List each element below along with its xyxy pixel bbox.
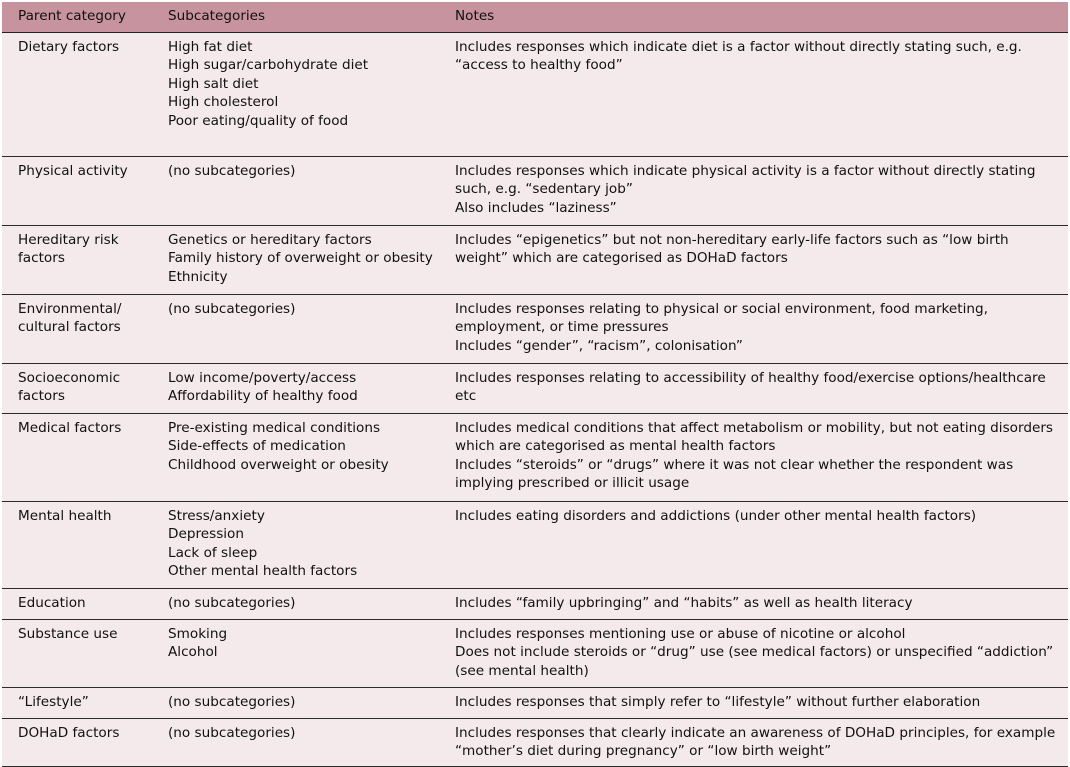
category-line: Physical activity [18, 162, 128, 179]
note-paragraph: Includes medical conditions that affect metabolism or mobility, but not eating disorders which are categorised as mental health factors [455, 419, 1053, 455]
categories-table [2, 2, 1068, 767]
category-line: Education [18, 594, 86, 611]
table-row [2, 294, 1068, 363]
header-notes: Notes [439, 2, 1068, 32]
cell-parent-category [2, 687, 152, 718]
note-paragraph: Includes “family upbringing” and “habits” as well as health literacy [455, 594, 913, 611]
category-line: DOHaD factors [18, 724, 120, 741]
table-row [2, 718, 1068, 766]
cell-notes [439, 32, 1068, 156]
table-row [2, 32, 1068, 156]
table-row [2, 225, 1068, 294]
subcategory-item: Stress/anxiety [168, 507, 265, 524]
cell-subcategories [152, 718, 439, 766]
note-paragraph: Also includes “laziness” [455, 199, 617, 216]
table-body [2, 32, 1068, 766]
cell-notes [439, 687, 1068, 718]
note-paragraph: Includes responses which indicate physical activity is a factor without directly stating such, e.g. “sedentary job” [455, 162, 1036, 198]
cell-subcategories [152, 225, 439, 294]
note-paragraph: Does not include steroids or “drug” use (see medical factors) or unspecified “addiction” (see mental health) [455, 644, 1054, 679]
cell-parent-category [2, 501, 152, 588]
category-line: Dietary factors [18, 38, 120, 55]
note-paragraph: Includes “gender”, “racism”, colonisation” [455, 337, 743, 354]
header-subcategories: Subcategories [152, 2, 439, 32]
subcategory-item: Pre-existing medical conditions [168, 419, 381, 436]
subcategory-item: Depression [168, 526, 244, 543]
subcategory-item: Poor eating/quality of food [168, 112, 349, 129]
category-line: Substance use [18, 625, 118, 642]
category-line: factors [18, 388, 65, 405]
cell-parent-category [2, 32, 152, 156]
table-row [2, 619, 1068, 687]
subcategory-item: Low income/poverty/access [168, 369, 357, 386]
cell-subcategories [152, 619, 439, 687]
header-parent-category: Parent category [2, 2, 152, 32]
subcategory-item: (no subcategories) [168, 162, 296, 179]
subcategory-item: Side-effects of medication [168, 438, 346, 455]
subcategory-item: Ethnicity [168, 268, 228, 285]
category-line: factors [18, 250, 65, 267]
note-paragraph: Includes responses relating to physical or social environment, food marketing, employment, or time pressures [455, 300, 988, 336]
category-line: Mental health [18, 507, 112, 524]
subcategory-item: High cholesterol [168, 94, 279, 111]
cell-notes [439, 718, 1068, 766]
subcategory-item: (no subcategories) [168, 594, 296, 611]
subcategory-item: (no subcategories) [168, 693, 296, 710]
category-line: Socioeconomic [18, 369, 121, 386]
subcategory-item: Other mental health factors [168, 563, 358, 580]
subcategory-item: High salt diet [168, 75, 259, 92]
subcategory-item: Childhood overweight or obesity [168, 456, 389, 473]
table-row [2, 156, 1068, 225]
note-paragraph: Includes responses relating to accessibility of healthy food/exercise options/healthcare etc [455, 369, 1046, 405]
subcategory-item: Family history of overweight or obesity [168, 250, 433, 267]
category-line: Medical factors [18, 419, 122, 436]
cell-parent-category [2, 363, 152, 413]
cell-parent-category [2, 413, 152, 501]
cell-parent-category [2, 619, 152, 687]
cell-subcategories [152, 413, 439, 501]
category-line: “Lifestyle” [18, 693, 89, 710]
note-paragraph: Includes “epigenetics” but not non-hereditary early-life factors such as “low birth weight” which are categorised as DOHaD factors [455, 231, 1009, 267]
cell-subcategories [152, 687, 439, 718]
cell-parent-category [2, 156, 152, 225]
cell-subcategories [152, 501, 439, 588]
category-line: Hereditary risk [18, 231, 119, 248]
cell-subcategories [152, 156, 439, 225]
subcategory-item: (no subcategories) [168, 724, 296, 741]
cell-notes [439, 294, 1068, 363]
cell-notes [439, 363, 1068, 413]
category-line: Environmental/ [18, 300, 122, 317]
table-header [2, 2, 1068, 32]
table-row [2, 501, 1068, 588]
note-paragraph: Includes responses that clearly indicate an awareness of DOHaD principles, for example “mother’s diet during pregnancy” or “low birth weight” [455, 724, 1056, 760]
subcategory-item: Affordability of healthy food [168, 388, 358, 405]
table-row [2, 413, 1068, 501]
cell-notes [439, 225, 1068, 294]
subcategory-item: High fat diet [168, 38, 253, 55]
cell-parent-category [2, 588, 152, 619]
cell-parent-category [2, 225, 152, 294]
cell-subcategories [152, 294, 439, 363]
cell-parent-category [2, 294, 152, 363]
subcategory-item: Smoking [168, 625, 228, 642]
cell-notes [439, 413, 1068, 501]
cell-subcategories [152, 32, 439, 156]
cell-notes [439, 588, 1068, 619]
note-paragraph: Includes “steroids” or “drugs” where it was not clear whether the respondent was implying prescribed or illicit usage [455, 456, 1014, 492]
table-row [2, 687, 1068, 718]
note-paragraph: Includes responses mentioning use or abuse of nicotine or alcohol [455, 625, 906, 642]
subcategory-item: Lack of sleep [168, 544, 258, 561]
note-paragraph: Includes responses which indicate diet is a factor without directly stating such, e.g. “access to healthy food” [455, 38, 1022, 74]
subcategory-item: Alcohol [168, 644, 218, 661]
header-row [2, 2, 1068, 32]
cell-subcategories [152, 588, 439, 619]
cell-parent-category [2, 718, 152, 766]
subcategory-item: (no subcategories) [168, 300, 296, 317]
subcategory-item: High sugar/carbohydrate diet [168, 57, 369, 74]
table-row [2, 363, 1068, 413]
subcategory-item: Genetics or hereditary factors [168, 231, 372, 248]
cell-subcategories [152, 363, 439, 413]
cell-notes [439, 156, 1068, 225]
note-paragraph: Includes eating disorders and addictions (under other mental health factors) [455, 507, 977, 524]
category-line: cultural factors [18, 319, 121, 336]
note-paragraph: Includes responses that simply refer to “lifestyle” without further elaboration [455, 693, 981, 710]
table-row [2, 588, 1068, 619]
cell-notes [439, 501, 1068, 588]
cell-notes [439, 619, 1068, 687]
